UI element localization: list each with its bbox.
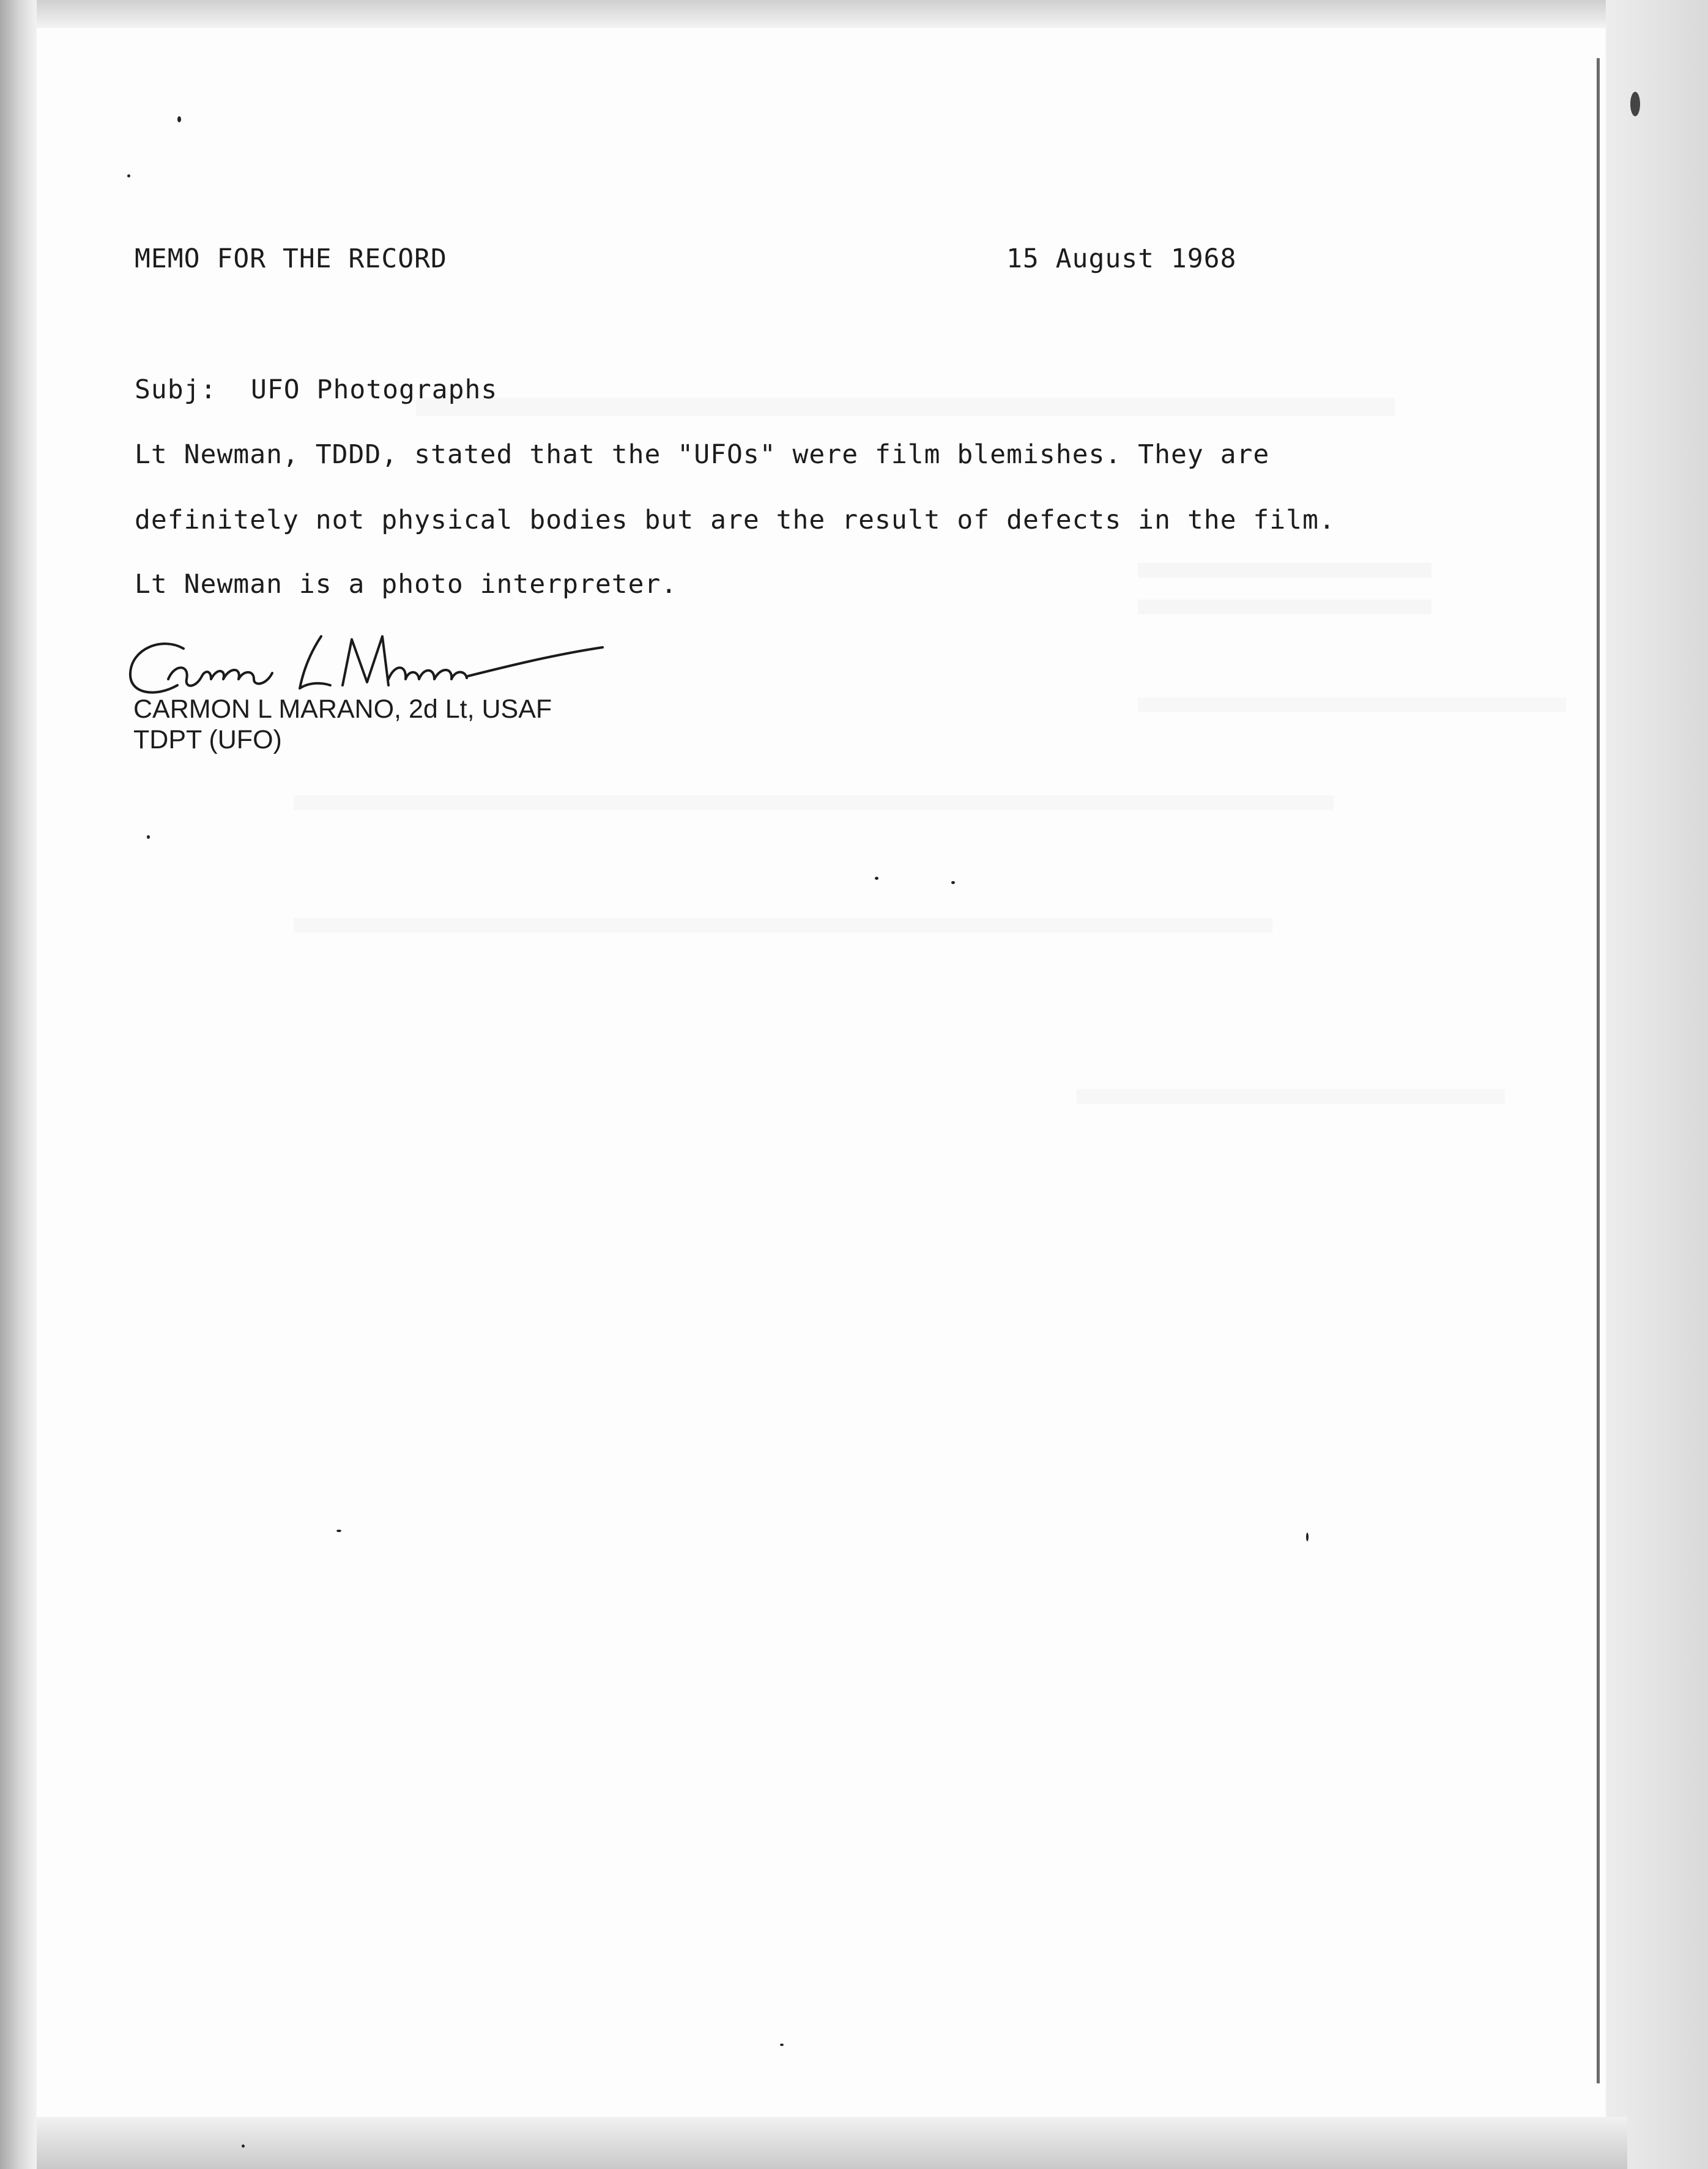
body-line-2: definitely not physical bodies but are the result of defects in the film. <box>135 505 1335 535</box>
scan-speck <box>242 2145 245 2148</box>
scan-speck <box>336 1530 341 1532</box>
body-line-1: Lt Newman, TDDD, stated that the "UFOs" were film blemishes. They are <box>135 439 1270 470</box>
subject-text: UFO Photographs <box>251 374 498 405</box>
bleed-through <box>294 795 1334 810</box>
signature-office-line: TDPT (UFO) <box>133 725 282 754</box>
bleed-through <box>294 918 1272 932</box>
scan-speck <box>177 116 181 122</box>
scan-speck <box>127 174 130 177</box>
scan-edge-left <box>0 0 37 2169</box>
scan-edge-top <box>24 0 1676 28</box>
signature-name-line: CARMON L MARANO, 2d Lt, USAF <box>133 694 552 724</box>
scan-speck <box>951 881 955 884</box>
bleed-through <box>1138 600 1431 614</box>
bleed-through <box>1138 563 1431 578</box>
scan-speck <box>1306 1533 1309 1541</box>
scan-speck <box>780 2044 784 2046</box>
scan-edge-bottom <box>37 2117 1627 2169</box>
bleed-through <box>1138 698 1566 712</box>
bleed-through <box>1077 1089 1505 1104</box>
scan-edge-right <box>1606 0 1708 2169</box>
memo-heading: MEMO FOR THE RECORD <box>135 244 447 274</box>
scan-speck <box>875 877 878 880</box>
scan-speck <box>1630 92 1640 116</box>
subject-label: Subj: <box>135 374 217 405</box>
bleed-through <box>416 398 1395 416</box>
body-line-3: Lt Newman is a photo interpreter. <box>135 569 678 600</box>
scan-fold-line <box>1597 58 1600 2083</box>
memo-date: 15 August 1968 <box>1006 244 1237 274</box>
scan-speck <box>147 835 150 839</box>
